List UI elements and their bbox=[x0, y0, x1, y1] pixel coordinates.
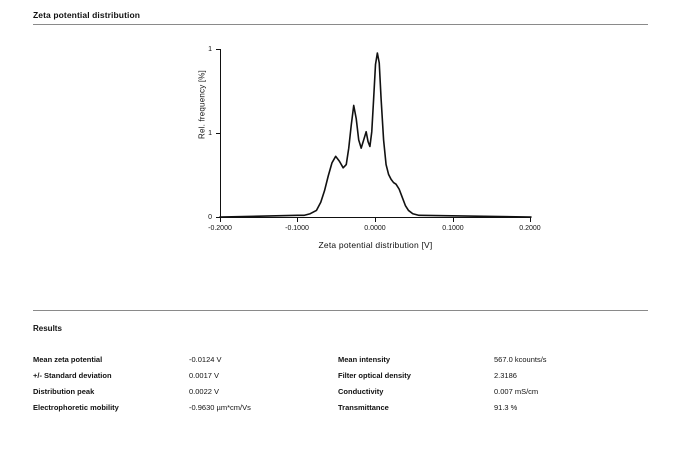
page-title: Zeta potential distribution bbox=[33, 10, 141, 20]
result-value: -0.0124 V bbox=[189, 355, 222, 364]
result-key: Mean intensity bbox=[338, 355, 391, 364]
x-tick-2 bbox=[375, 218, 376, 222]
y-tick-label-0: 0 bbox=[208, 214, 212, 221]
table-row bbox=[338, 352, 638, 368]
divider-top bbox=[33, 24, 648, 25]
result-key: Mean zeta potential bbox=[33, 355, 103, 364]
distribution-curve bbox=[220, 49, 531, 218]
result-key: Distribution peak bbox=[33, 387, 95, 396]
x-tick-label-4: 0.2000 bbox=[519, 225, 541, 232]
table-row bbox=[338, 400, 638, 416]
result-key: Conductivity bbox=[338, 387, 384, 396]
result-value: -0.9630 µm*cm/Vs bbox=[189, 403, 251, 412]
x-tick-4 bbox=[530, 218, 531, 222]
result-value: 0.0022 V bbox=[189, 387, 220, 396]
table-row bbox=[33, 352, 333, 368]
result-value: 567.0 kcounts/s bbox=[494, 355, 547, 364]
x-tick-label-2: 0.0000 bbox=[364, 225, 386, 232]
table-row bbox=[338, 384, 638, 400]
result-value: 0.0017 V bbox=[189, 371, 220, 380]
table-row bbox=[33, 368, 333, 384]
x-tick-3 bbox=[453, 218, 454, 222]
result-key: Electrophoretic mobility bbox=[33, 403, 119, 412]
x-tick-1 bbox=[297, 218, 298, 222]
y-tick-label-2: 1 bbox=[208, 46, 212, 53]
result-value: 0.007 mS/cm bbox=[494, 387, 539, 396]
x-tick-0 bbox=[220, 218, 221, 222]
result-value: 91.3 % bbox=[494, 403, 518, 412]
zeta-potential-chart bbox=[190, 44, 550, 269]
y-axis-label: Rel. frequency [%] bbox=[197, 70, 207, 139]
x-tick-label-3: 0.1000 bbox=[442, 225, 464, 232]
results-column-left bbox=[33, 352, 333, 416]
results-column-right bbox=[338, 352, 638, 416]
table-row bbox=[33, 384, 333, 400]
divider-results bbox=[33, 310, 648, 311]
x-axis-label: Zeta potential distribution [V] bbox=[318, 240, 433, 250]
result-value: 2.3186 bbox=[494, 371, 517, 380]
table-row bbox=[338, 368, 638, 384]
result-key: Transmittance bbox=[338, 403, 389, 412]
result-key: +/- Standard deviation bbox=[33, 371, 112, 380]
results-heading: Results bbox=[33, 324, 62, 333]
x-tick-label-1: -0.1000 bbox=[285, 225, 309, 232]
result-key: Filter optical density bbox=[338, 371, 411, 380]
y-tick-label-1: 1 bbox=[208, 130, 212, 137]
table-row bbox=[33, 400, 333, 416]
x-tick-label-0: -0.2000 bbox=[208, 225, 232, 232]
